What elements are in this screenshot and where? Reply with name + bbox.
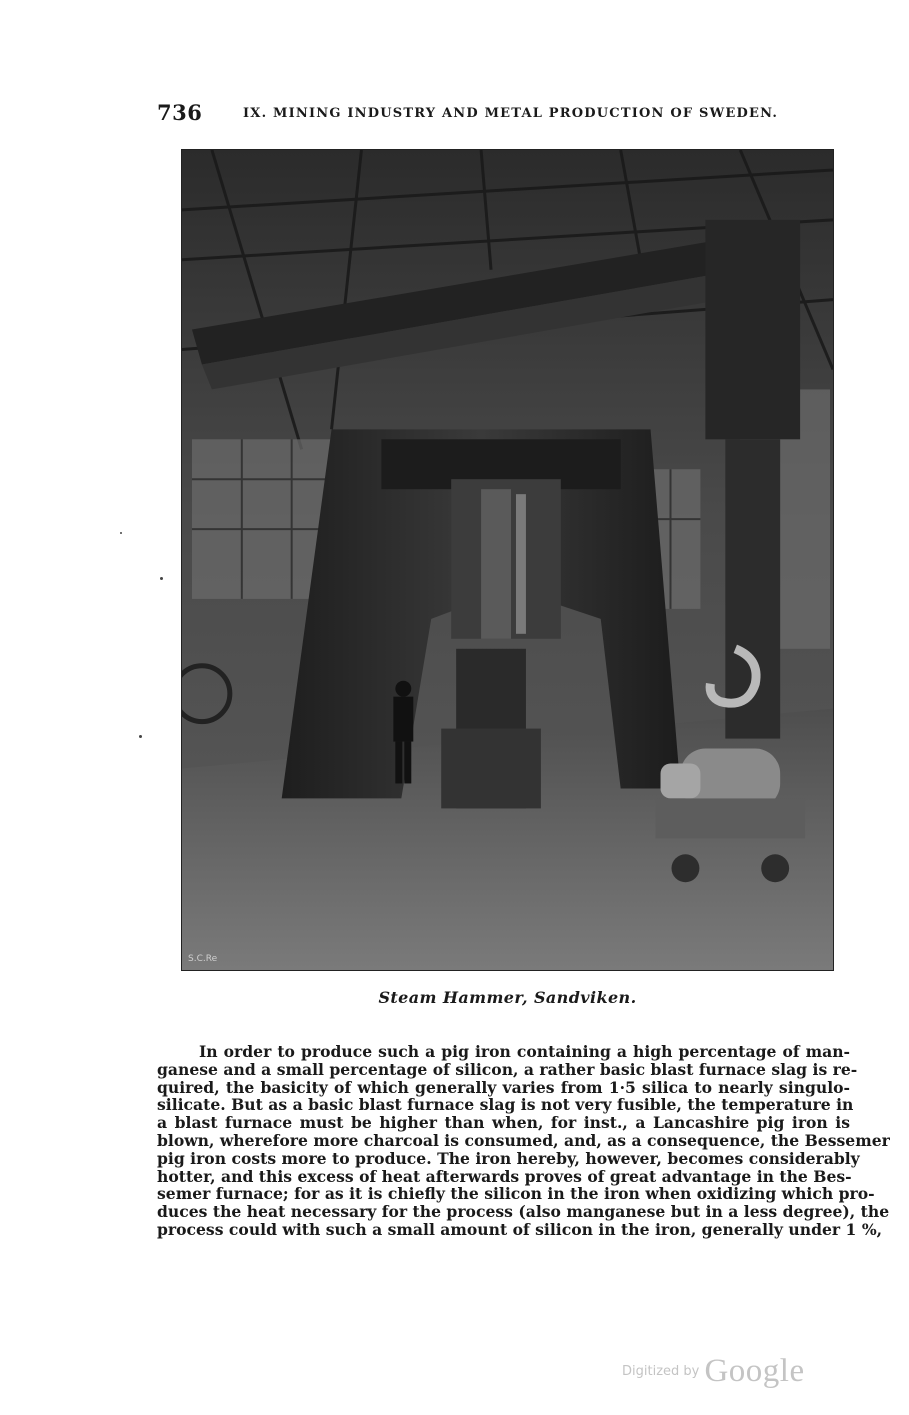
text-line: a blast furnace must be higher than when, for inst., a Lancashire pig iron is (157, 1113, 850, 1133)
text-line: ganese and a small percentage of silicon, a rather basic blast furnace slag is re- (157, 1059, 858, 1079)
body-paragraph (157, 1042, 890, 1239)
margin-speck (160, 577, 163, 580)
figure-caption: Steam Hammer, Sandviken. (378, 988, 637, 1007)
text-line: process could with such a small amount of silicon in the iron, generally under 1 %, (157, 1219, 883, 1239)
text-line: pig iron costs more to produce. The iron hereby, however, becomes considerably (157, 1148, 860, 1168)
steam-hammer-photograph (181, 149, 834, 971)
text-line: blown, wherefore more charcoal is consumed, and, as a consequence, the Bessemer (157, 1130, 890, 1150)
running-head: IX. MINING INDUSTRY AND METAL PRODUCTION OF SWEDEN. (243, 106, 779, 121)
text-line: silicate. But as a basic blast furnace slag is not very fusible, the temperature in (157, 1095, 854, 1115)
text-line: semer furnace; for as it is chiefly the silicon in the iron when oxidizing which pro- (157, 1184, 875, 1204)
watermark-brand: Google (704, 1353, 805, 1389)
text-line: hotter, and this excess of heat afterwards proves of great advantage in the Bes- (157, 1166, 852, 1186)
text-line: quired, the basicity of which generally varies from 1·5 silica to nearly singulo- (157, 1077, 850, 1097)
page-header (157, 100, 797, 130)
text-line: In order to produce such a pig iron containing a high percentage of man- (199, 1042, 850, 1061)
digitized-by-google-watermark (622, 1353, 805, 1393)
engraver-mark: S.C.Re (188, 954, 218, 964)
margin-speck (139, 735, 142, 738)
steam-hammer-illustration (182, 150, 833, 970)
text-line: duces the heat necessary for the process (also manganese but in a less degree), the (157, 1202, 890, 1222)
page-number: 736 (157, 100, 203, 125)
margin-speck (120, 532, 122, 534)
watermark-prefix: Digitized by (622, 1364, 700, 1379)
